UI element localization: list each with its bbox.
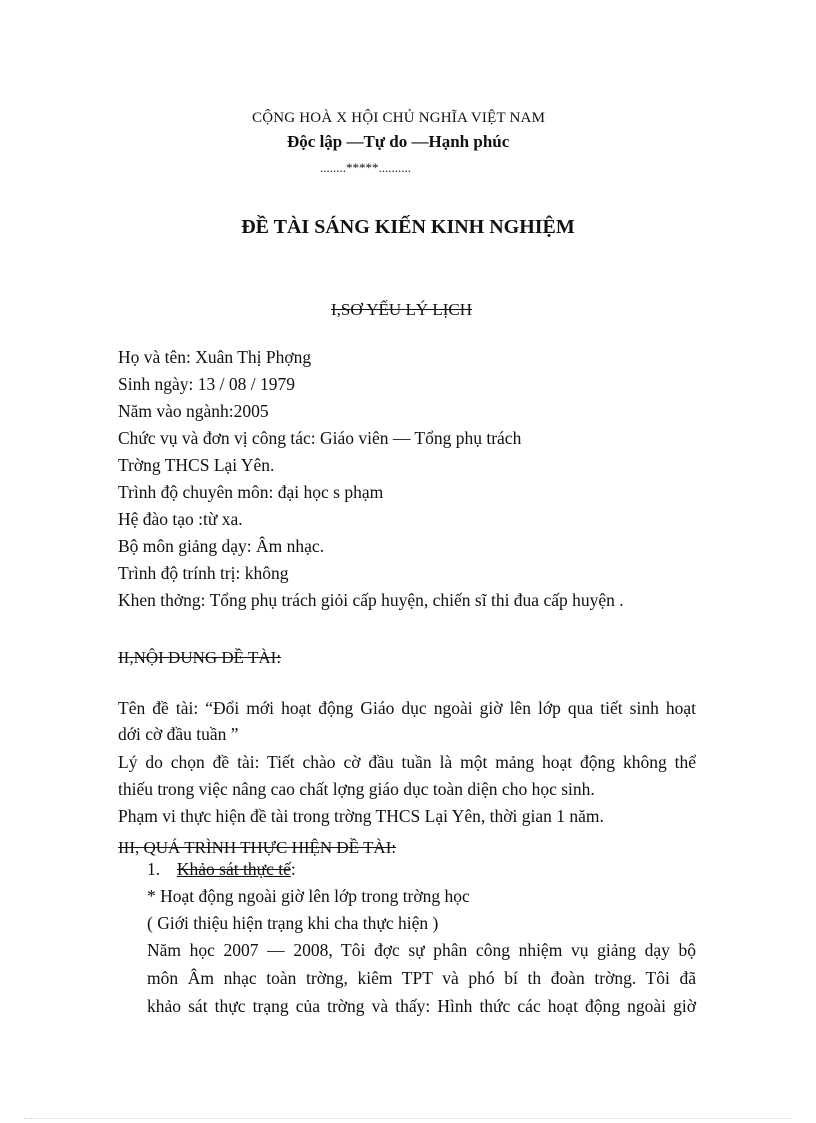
- field-subject: Bộ môn giảng dạy: Âm nhạc.: [118, 536, 325, 556]
- paragraph-line-2: môn Âm nhạc toàn trờng, kiêm TPT và phó bí th đoàn trờng. Tôi đã: [147, 968, 696, 988]
- topic-line-2: dới cờ đầu tuần ”: [118, 724, 239, 744]
- field-school: Trờng THCS Lại Yên.: [118, 455, 275, 475]
- field-birthdate: Sinh ngày: 13 / 08 / 1979: [118, 374, 295, 394]
- topic-line-1: Tên đề tài: “Đổi mới hoạt động Giáo dục ngoài giờ lên lớp qua tiết sinh hoạt: [118, 698, 696, 718]
- field-awards: Khen thởng: Tổng phụ trách giỏi cấp huyện, chiến sĩ thi đua cấp huyện .: [118, 590, 624, 610]
- intro-line: ( Giới thiệu hiện trạng khi cha thực hiện ): [147, 913, 439, 933]
- section-heading-content: II,NỘI DUNG ĐỀ TÀI:: [118, 648, 282, 667]
- paragraph-line-1: Năm học 2007 — 2008, Tôi đợc sự phân công nhiệm vụ giảng dạy bộ: [147, 940, 696, 960]
- scope-line: Phạm vi thực hiện đề tài trong trờng THCS Lại Yên, thời gian 1 năm.: [118, 806, 604, 826]
- page-bottom-divider: [24, 1118, 792, 1119]
- list-item-survey: [147, 859, 296, 880]
- field-political-level: Trình độ trính trị: không: [118, 563, 289, 583]
- reason-line-2: thiếu trong việc nâng cao chất lợng giáo dục toàn diện cho học sinh.: [118, 779, 595, 799]
- field-position: Chức vụ và đơn vị công tác: Giáo viên — Tổng phụ trách: [118, 428, 522, 448]
- document-title: ĐỀ TÀI SÁNG KIẾN KINH NGHIỆM: [241, 216, 575, 238]
- activity-line: * Hoạt động ngoài giờ lên lớp trong trờng học: [147, 886, 470, 906]
- field-qualification: Trình độ chuyên môn: đại học s phạm: [118, 482, 384, 502]
- section-heading-process: III, QUÁ TRÌNH THỰC HIỆN ĐỀ TÀI:: [118, 838, 397, 857]
- list-item-colon: :: [290, 859, 296, 879]
- reason-line-1: Lý do chọn đề tài: Tiết chào cờ đầu tuần là một mảng hoạt động không thể: [118, 752, 696, 772]
- field-start-year: Năm vào ngành:2005: [118, 401, 269, 421]
- list-item-label: Khảo sát thực tế: [176, 859, 291, 879]
- nation-title: CỘNG HOÀ X HỘI CHỦ NGHĨA VIỆT NAM: [252, 110, 546, 126]
- separator-stars: ........*****..........: [320, 160, 411, 175]
- field-name: Họ và tên: Xuân Thị Phợng: [118, 347, 312, 367]
- national-motto: Độc lập —Tự do —Hạnh phúc: [287, 132, 510, 151]
- list-item-number: 1.: [147, 859, 161, 879]
- section-heading-biography: I,SƠ YẾU LÝ LỊCH: [331, 300, 473, 319]
- field-training-type: Hệ đào tạo :từ xa.: [118, 509, 243, 529]
- paragraph-line-3: khảo sát thực trạng của trờng và thấy: Hình thức các hoạt động ngoài giờ: [147, 996, 696, 1016]
